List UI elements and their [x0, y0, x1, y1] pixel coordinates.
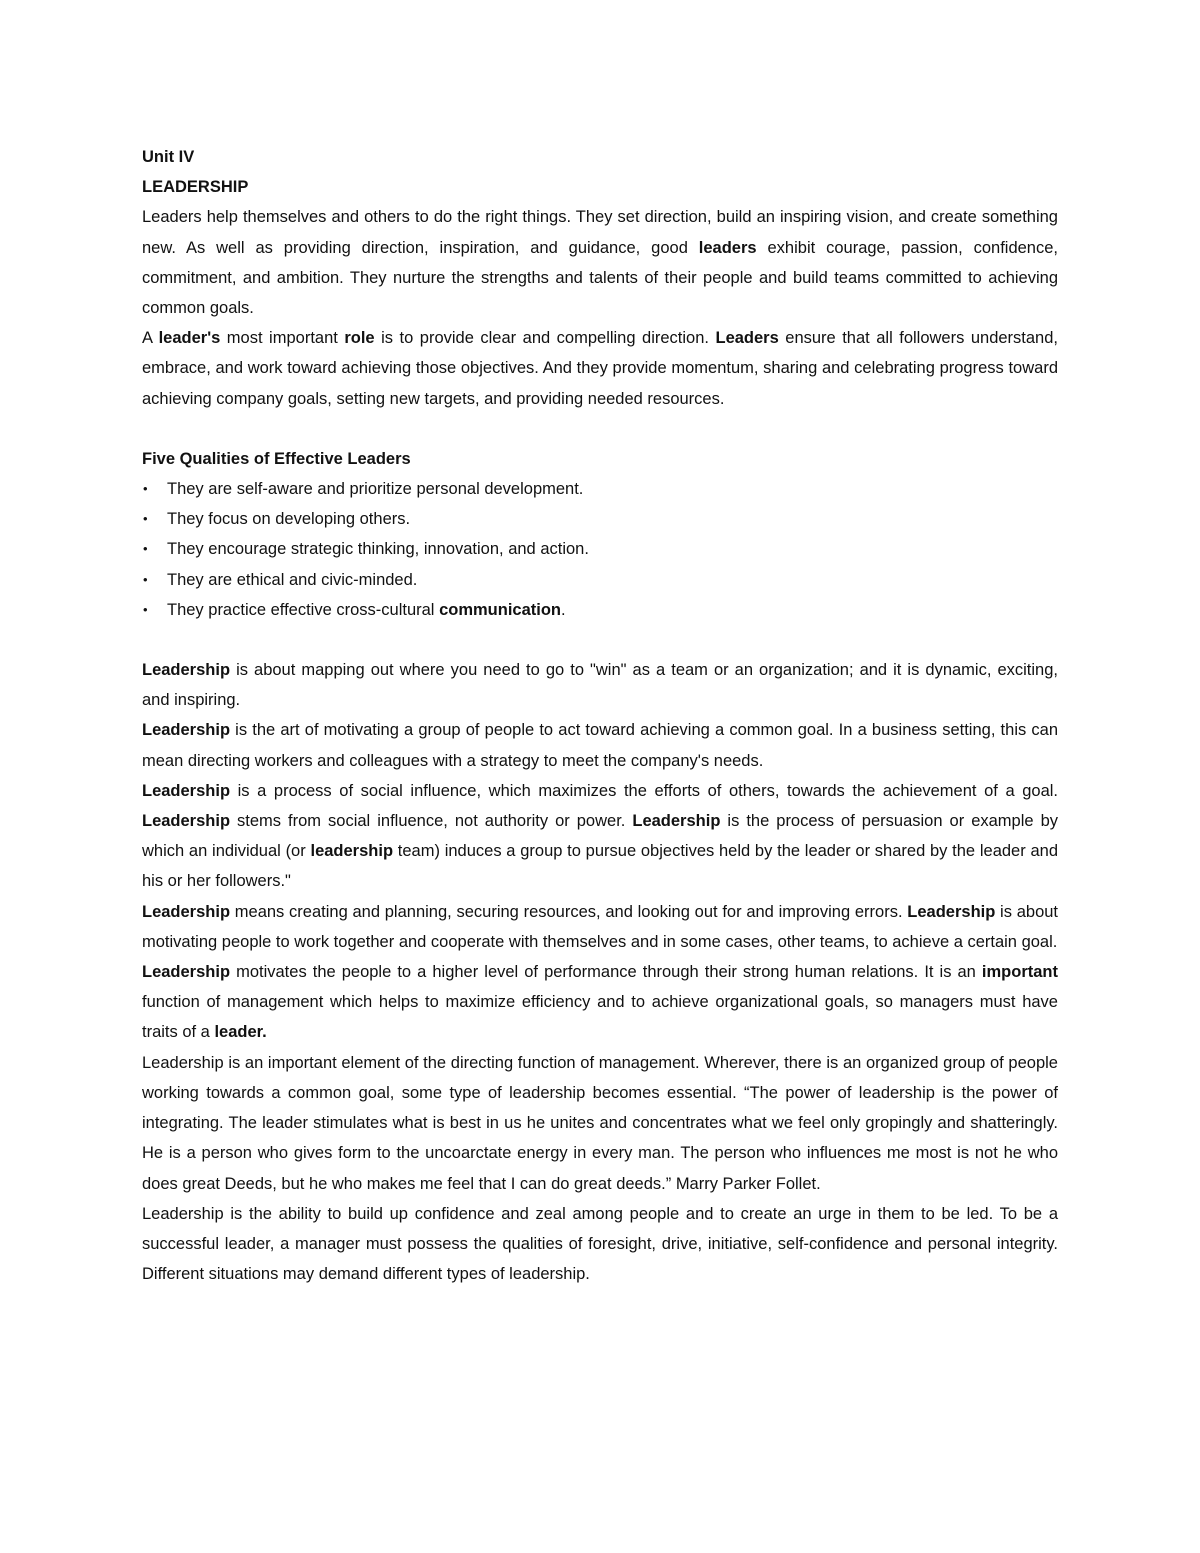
bullet-icon: •: [143, 511, 148, 527]
body-paragraph: Leadership is the ability to build up confidence and zeal among people and to create an urge in them to be led. To be a successful leader, a manager must possess the qualities of foresight, drive, initiative, self-confidence and personal integrity. Different situations may demand different types of leadership.: [142, 1204, 1058, 1284]
bold-text: Leadership: [142, 721, 231, 740]
bold-text: leadership: [310, 842, 394, 861]
list-item-text: They focus on developing others.: [167, 510, 411, 529]
list-item-text: They are ethical and civic-minded.: [167, 570, 418, 589]
spacer: [142, 414, 1058, 444]
qualities-section: [142, 444, 1058, 625]
bold-text: Leadership: [142, 963, 231, 982]
list-item-text: They encourage strategic thinking, innovation, and action.: [167, 540, 589, 559]
body-paragraph: Leadership is about mapping out where you need to go to "win" as a team or an organization; and it is dynamic, exciting, and inspiring.: [142, 661, 1058, 710]
bold-text: Leadership: [142, 812, 231, 831]
list-item: [142, 565, 1058, 595]
intro-section: [142, 202, 1058, 413]
bold-text: Leadership: [142, 781, 231, 800]
body-section: [142, 655, 1058, 1289]
list-item-text: They practice effective cross-cultural communication.: [167, 600, 566, 619]
bold-text: leaders: [698, 238, 757, 257]
list-item-text: They are self-aware and prioritize personal development.: [167, 480, 584, 499]
body-paragraph: Leadership means creating and planning, securing resources, and looking out for and improving errors. Leadership is about motivating people to work together and cooperate with themselves and in some cases, other teams, to achieve a certain goal.: [142, 902, 1059, 951]
intro-paragraph: A leader's most important role is to provide clear and compelling direction. Leaders ensure that all followers understand, embrace, and work toward achieving those objectives. And they provide momentum, sharing and celebrating progress toward achieving company goals, setting new targets, and providing needed resources.: [142, 329, 1058, 408]
bullet-icon: •: [143, 481, 148, 497]
qualities-list: [142, 474, 1058, 625]
bold-text: leader's: [158, 329, 221, 348]
document-page: [142, 142, 1058, 1289]
body-paragraph: Leadership is the art of motivating a group of people to act toward achieving a common goal. In a business setting, this can mean directing workers and colleagues with a strategy to meet the company's needs.: [142, 721, 1058, 770]
body-paragraph: Leadership is a process of social influence, which maximizes the efforts of others, towards the achievement of a goal. Leadership stems from social influence, not authority or power. Leadership is the process of persuasion or example by which an individual (or leadership team) induces a group to pursue objectives held by the leader or shared by the leader and his or her followers.": [142, 781, 1058, 891]
body-paragraph: Leadership motivates the people to a higher level of performance through their strong human relations. It is an important function of management which helps to maximize efficiency and to achieve organizational goals, so managers must have traits of a leader.: [142, 963, 1058, 1042]
intro-paragraph: Leaders help themselves and others to do the right things. They set direction, build an inspiring vision, and create something new. As well as providing direction, inspiration, and guidance, good leaders exhibit courage, passion, confidence, commitment, and ambition. They nurture the strengths and talents of their people and build teams committed to achieving common goals.: [142, 208, 1058, 318]
bold-text: Leadership: [142, 661, 231, 680]
qualities-heading: Five Qualities of Effective Leaders: [142, 449, 411, 468]
bold-text: role: [344, 329, 375, 348]
list-item: [142, 474, 1058, 504]
bold-text: Leadership: [632, 812, 721, 831]
list-item: [142, 595, 1058, 625]
bold-text: important: [981, 963, 1058, 982]
body-paragraph: Leadership is an important element of the directing function of management. Wherever, there is an organized group of people working towards a common goal, some type of leadership becomes essential. “The power of leadership is the power of integrating. The leader stimulates what is best in us he unites and concentrates what we feel only gropingly and shatteringly. He is a person who gives form to the uncoarctate energy in every man. The person who influences me most is not he who does great Deeds, but he who makes me feel that I can do great deeds.” Marry Parker Follet.: [142, 1053, 1058, 1193]
bullet-icon: •: [143, 571, 148, 587]
bold-text: Leadership: [907, 902, 996, 921]
bullet-icon: •: [143, 541, 148, 557]
page-title: LEADERSHIP: [142, 178, 249, 197]
bullet-icon: •: [143, 601, 148, 617]
list-item: [142, 504, 1058, 534]
bold-text: Leadership: [142, 902, 231, 921]
list-item: [142, 534, 1058, 564]
spacer: [142, 625, 1058, 655]
bold-text: leader.: [214, 1023, 267, 1042]
bold-text: Leaders: [715, 329, 779, 348]
bold-text: communication: [439, 600, 561, 619]
unit-heading: Unit IV: [142, 148, 195, 166]
